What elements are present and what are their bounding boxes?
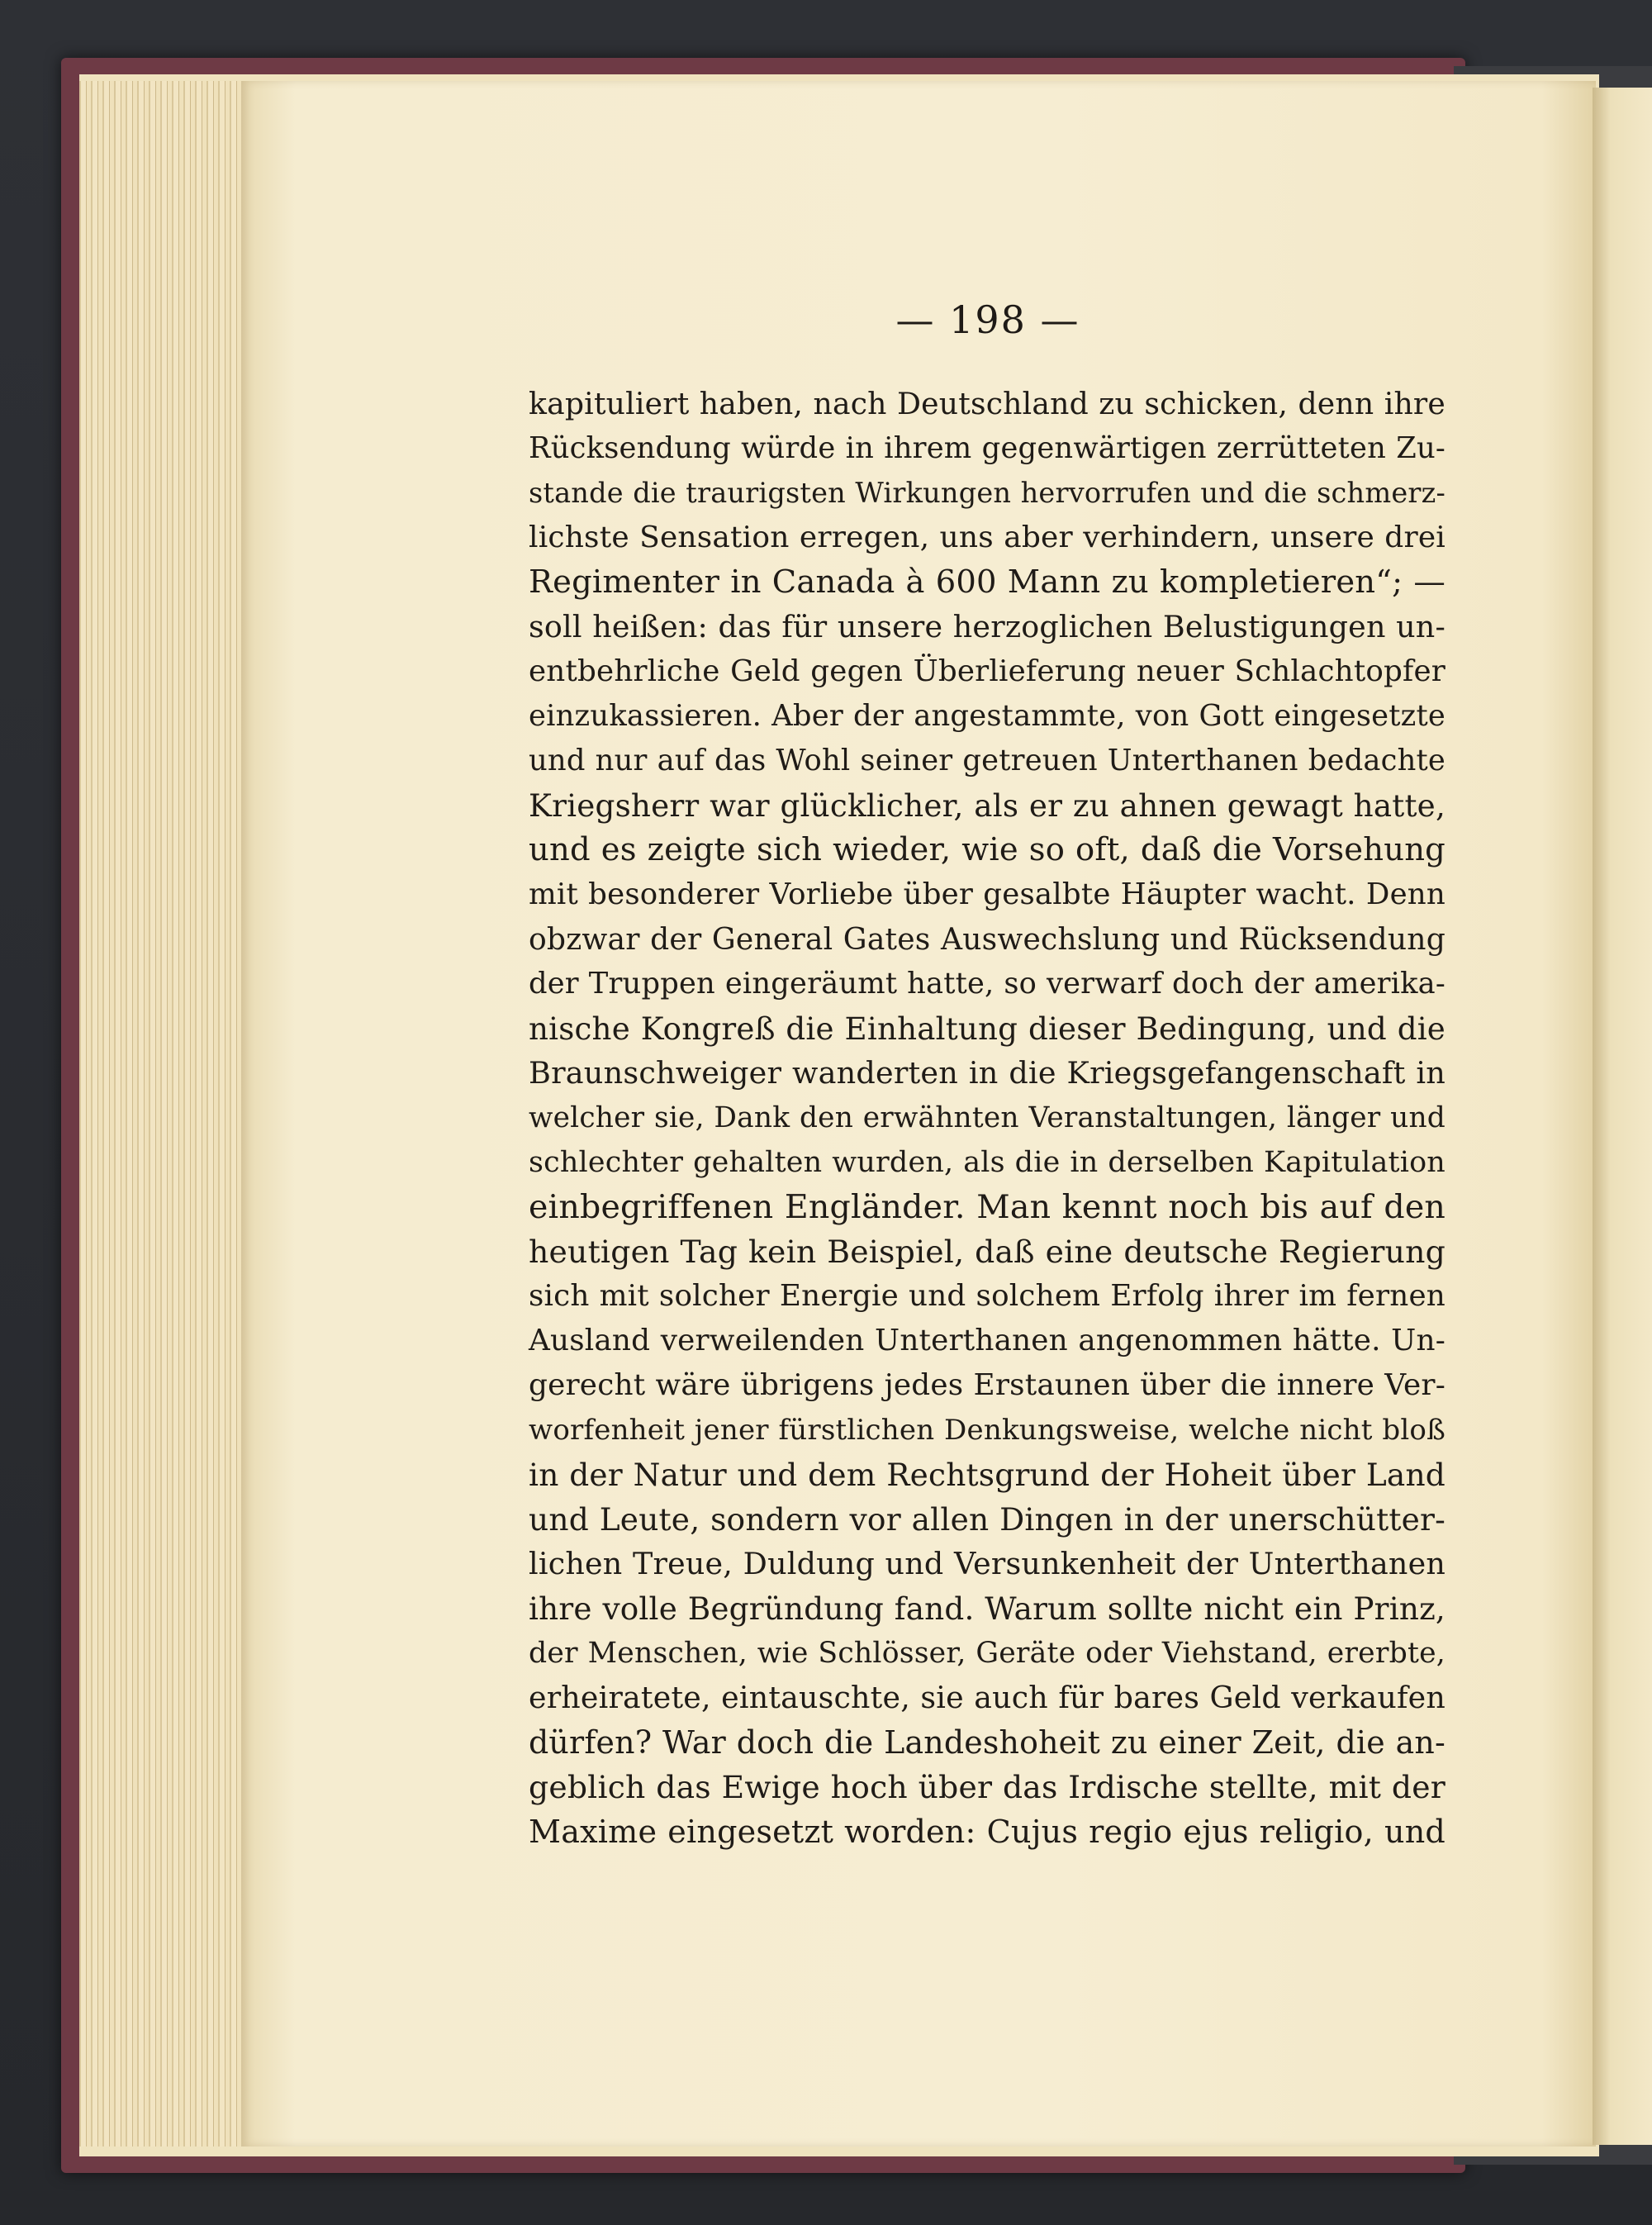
- text-line: gerecht wäre übrigens jedes Erstaunen über die innere Ver-: [529, 1368, 1446, 1402]
- text-line: und es zeigte sich wieder, wie so oft, daß die Vorsehung: [529, 831, 1446, 868]
- page-edges-stack: [79, 81, 244, 2147]
- text-line: einbegriffenen Engländer. Man kennt noch bis auf den: [529, 1188, 1446, 1226]
- page-number: — 198 —: [895, 297, 1080, 342]
- text-line: nische Kongreß die Einhaltung dieser Bedingung, und die: [529, 1010, 1446, 1047]
- text-line: worfenheit jener fürstlichen Denkungsweise, welche nicht bloß: [529, 1414, 1446, 1447]
- text-line: Ausland verweilenden Unterthanen angenommen hätte. Un-: [529, 1324, 1446, 1357]
- text-line: dürfen? War doch die Landeshoheit zu einer Zeit, die an-: [529, 1724, 1446, 1761]
- text-line: stande die traurigsten Wirkungen hervorrufen und die schmerz-: [529, 477, 1446, 509]
- text-line: Kriegsherr war glücklicher, als er zu ahnen gewagt hatte,: [529, 787, 1446, 824]
- text-line: geblich das Ewige hoch über das Irdische stellte, mit der: [529, 1769, 1446, 1805]
- text-line: schlechter gehalten wurden, als die in derselben Kapitulation: [529, 1146, 1446, 1179]
- text-line: einzukassieren. Aber der angestammte, von Gott eingesetzte: [529, 699, 1446, 733]
- next-page-edge: [1593, 88, 1652, 2145]
- text-line: Maxime eingesetzt worden: Cujus regio ejus religio, und: [529, 1814, 1446, 1850]
- text-line: und nur auf das Wohl seiner getreuen Unterthanen bedachte: [529, 744, 1446, 777]
- text-line: Regimenter in Canada à 600 Mann zu kompletieren“; —: [529, 563, 1446, 601]
- text-line: entbehrliche Geld gegen Überlieferung neuer Schlachtopfer: [529, 654, 1446, 688]
- page-text: [529, 382, 1446, 1854]
- text-line: der Truppen eingeräumt hatte, so verwarf doch der amerika-: [529, 967, 1446, 1001]
- text-line: und Leute, sondern vor allen Dingen in der unerschütter-: [529, 1501, 1446, 1538]
- text-line: ihre volle Begründung fand. Warum sollte nicht ein Prinz,: [529, 1590, 1446, 1627]
- text-line: heutigen Tag kein Beispiel, daß eine deutsche Regierung: [529, 1234, 1446, 1270]
- text-line: obzwar der General Gates Auswechslung und Rücksendung: [529, 922, 1446, 957]
- text-line: Rücksendung würde in ihrem gegenwärtigen zerrütteten Zu-: [529, 431, 1446, 465]
- text-line: lichste Sensation erregen, uns aber verhindern, unsere drei: [529, 521, 1446, 554]
- text-line: soll heißen: das für unsere herzoglichen Belustigungen un-: [529, 609, 1446, 644]
- text-line: mit besonderer Vorliebe über gesalbte Häupter wacht. Denn: [529, 877, 1446, 911]
- text-line: sich mit solcher Energie und solchem Erfolg ihrer im fernen: [529, 1279, 1446, 1313]
- text-line: in der Natur und dem Rechtsgrund der Hoheit über Land: [529, 1457, 1446, 1493]
- text-line: kapituliert haben, nach Deutschland zu schicken, denn ihre: [529, 386, 1446, 421]
- text-line: der Menschen, wie Schlösser, Geräte oder Viehstand, ererbte,: [529, 1637, 1446, 1670]
- text-line: erheiratete, eintauschte, sie auch für bares Geld verkaufen: [529, 1680, 1446, 1715]
- text-line: lichen Treue, Duldung und Versunkenheit der Unterthanen: [529, 1546, 1446, 1581]
- text-line: welcher sie, Dank den erwähnten Veranstaltungen, länger und: [529, 1101, 1446, 1134]
- text-line: Braunschweiger wanderten in die Kriegsgefangenschaft in: [529, 1055, 1446, 1091]
